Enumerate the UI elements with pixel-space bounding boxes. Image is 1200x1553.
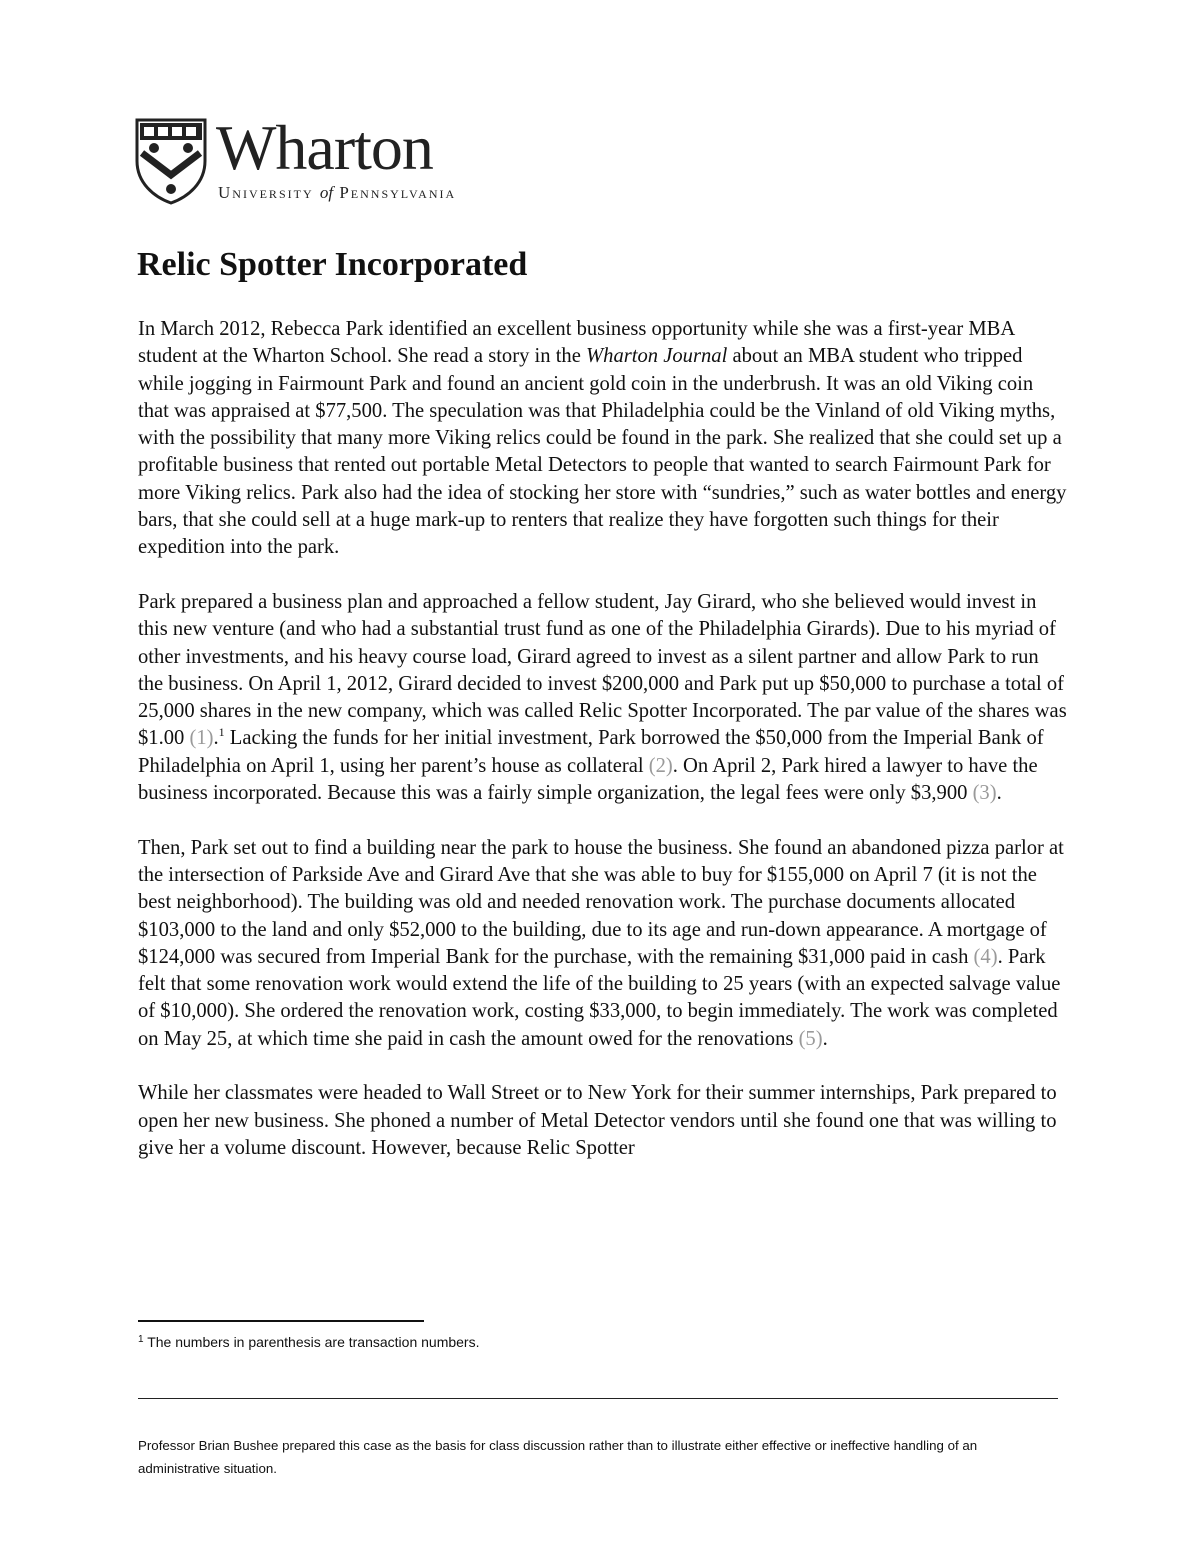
wharton-logo	[134, 112, 494, 207]
paragraph-3-text-c: .	[822, 1027, 828, 1050]
paragraph-3-text-a: Then, Park set out to find a building near the park to house the business. She found an abandoned pizza parlor at the intersection of Parkside Ave and Girard Ave that she was able to buy for $155,000 on April 7 (it is not the best neighborhood). The building was old and needed renovation work. The purchase documents allocated $103,000 to the land and only $52,000 to the building, due to its age and run-down appearance. A mortgage of $124,000 was secured from Imperial Bank for the purchase, with the remaining $31,000 paid in cash	[138, 836, 1064, 968]
paragraph-2-text-c: Lacking the funds for her initial investment, Park borrowed the $50,000 from the Imperial Bank of Philadelphia on April 1, using her parent’s house as collateral	[138, 727, 1044, 777]
disclaimer: Professor Brian Bushee prepared this case as the basis for class discussion rather than to illustrate either effective or ineffective handling of an administrative situation.	[138, 1438, 978, 1476]
journal-name: Wharton Journal	[586, 345, 728, 368]
transaction-number-5: (5)	[798, 1027, 823, 1050]
transaction-number-4: (4)	[973, 945, 998, 968]
logo-subtitle-of: of	[319, 183, 334, 202]
paragraph-3	[138, 835, 1068, 1053]
paragraph-2-text-b: .	[213, 727, 219, 750]
logo-subtitle	[218, 183, 456, 203]
logo-subtitle-pennsylvania: Pennsylvania	[333, 183, 457, 202]
footnote-divider	[138, 1320, 424, 1322]
case-title: Relic Spotter Incorporated	[137, 246, 528, 283]
logo-wordmark: Wharton	[216, 112, 433, 183]
paragraph-4: While her classmates were headed to Wall Street or to New York for their summer internships, Park prepared to open her new business. She phoned a number of Metal Detector vendors until she found one that was willing to give her a volume discount. However, because Relic Spotter	[138, 1082, 1057, 1159]
transaction-number-1: (1)	[189, 727, 214, 750]
transaction-number-3: (3)	[972, 782, 997, 805]
transaction-number-2: (2)	[648, 754, 673, 777]
footnote-text: The numbers in parenthesis are transaction numbers.	[143, 1334, 480, 1350]
paragraph-3-text-b: . Park felt that some renovation work would extend the life of the building to 25 years (with an expected salvage value of $10,000). She ordered the renovation work, costing $33,000, to begin immediately. The work was completed on May 25, at which time she paid in cash the amount owed for the renovations	[138, 945, 1061, 1050]
paragraph-1-text-a: In March 2012, Rebecca Park identified an excellent business opportunity while she was a first-year MBA student at the Wharton School. She read a story in the	[138, 318, 1015, 368]
paragraph-2	[138, 589, 1068, 807]
penn-shield-icon	[134, 117, 208, 205]
paragraph-1-text-b: about an MBA student who tripped while jogging in Fairmount Park and found an ancient gold coin in the underbrush. It was an old Viking coin that was appraised at $77,500. The speculation was that Philadelphia could be the Vinland of old Viking myths, with the possibility that many more Viking relics could be found in the park. She realized that she could set up a profitable business that rented out portable Metal Detectors to people that wanted to search Fairmount Park for more Viking relics. Park also had the idea of stocking her store with “sundries,” such as water bottles and energy bars, that she could sell at a huge mark-up to renters that realize they have forgotten such things for their expedition into the park.	[138, 345, 1067, 559]
case-body	[138, 316, 1068, 1162]
paragraph-1	[138, 316, 1068, 562]
footnote	[138, 1334, 1038, 1350]
logo-subtitle-university: University	[218, 183, 320, 202]
footnote-reference: 1	[218, 725, 225, 740]
paragraph-2-text-e: .	[996, 782, 1002, 805]
paragraph-2-text-a: Park prepared a business plan and approached a fellow student, Jay Girard, who she believed would invest in this new venture (and who had a substantial trust fund as one of the Philadelphia Girards). Due to his myriad of other investments, and his heavy course load, Girard agreed to invest as a silent partner and allow Park to run the business. On April 1, 2012, Girard decided to invest $200,000 and Park put up $50,000 to purchase a total of 25,000 shares in the new company, which was called Relic Spotter Incorporated. The par value of the shares was $1.00	[138, 590, 1067, 750]
paragraph-2-text-d: . On April 2, Park hired a lawyer to have the business incorporated. Because this was a fairly simple organization, the legal fees were only $3,900	[138, 754, 1038, 805]
disclaimer-divider	[138, 1398, 1058, 1399]
footnote-mark: 1	[138, 1334, 144, 1345]
